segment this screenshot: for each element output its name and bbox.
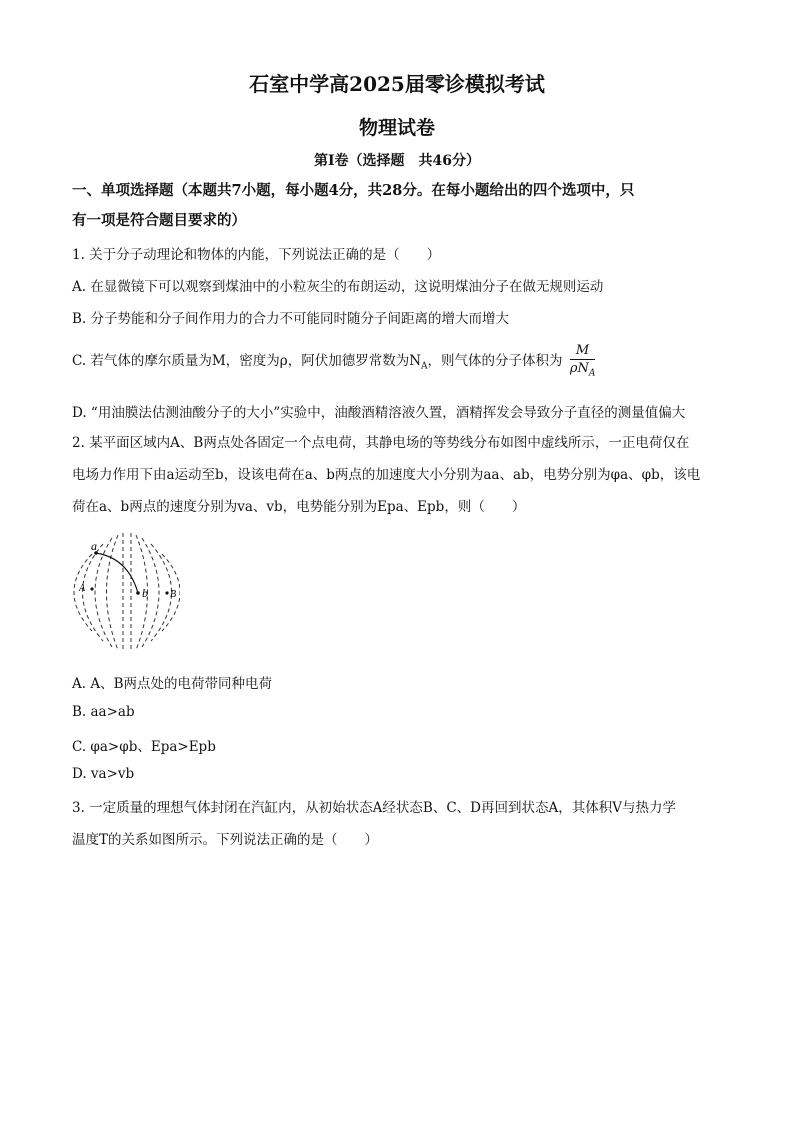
q1-option-c (72, 343, 595, 379)
q1-option-c-sub: A (421, 362, 428, 373)
label-B: B (170, 589, 177, 600)
q1-option-d: D. “用油膜法估测油酸分子的大小”实验中，油酸酒精溶液久置，酒精挥发会导致分子直径的测量值偏大 (72, 405, 686, 421)
fraction-numerator: M (570, 343, 596, 360)
section-heading-line2: 有一项是符合题目要求的） (72, 212, 246, 229)
label-A: A (79, 583, 86, 594)
q2-option-a: A. A、B两点处的电荷带同种电荷 (72, 676, 273, 692)
label-a: a (91, 539, 97, 553)
q2-option-d: D. va>vb (72, 766, 135, 782)
charge-B-dot (165, 591, 168, 594)
q3-stem-line2: 温度T的关系如图所示。下列说法正确的是（ ） (72, 832, 379, 848)
q3-stem-line1: 3. 一定质量的理想气体封闭在汽缸内，从初始状态A经状态B、C、D再回到状态A，其体积V与热力学 (72, 800, 676, 816)
point-b-dot (136, 591, 140, 595)
exam-title: 石室中学高2025届零诊模拟考试 (249, 72, 545, 96)
exam-subtitle: 物理试卷 (358, 117, 435, 139)
part-heading: 第I卷（选择题 共46分） (313, 153, 481, 169)
equipotential-line-left-1 (107, 535, 119, 650)
q2-option-b: B. aa>ab (72, 704, 135, 720)
q1-option-b: B. 分子势能和分子间作用力的合力不可能同时随分子间距离的增大而增大 (72, 311, 510, 327)
fraction-denominator (570, 360, 596, 379)
q1-option-c-prefix: C. 若气体的摩尔质量为M，密度为ρ，阿伏加德罗常数为N (72, 353, 422, 370)
q1-volume-fraction (570, 343, 596, 379)
q2-stem-line3: 荷在a、b两点的速度分别为va、vb，电势能分别为Epa、Epb，则（ ） (72, 499, 526, 515)
q2-stem-line2: 电场力作用下由a运动至b，设该电荷在a、b两点的加速度大小分别为aa、ab，电势分别为φa、φb，该电 (72, 467, 701, 483)
equipotential-line-left-3 (83, 544, 104, 641)
fraction-denominator-text: ρN (569, 361, 589, 376)
q1-option-a: A. 在显微镜下可以观察到煤油中的小粒灰尘的布朗运动，这说明煤油分子在做无规则运动 (72, 279, 604, 295)
fraction-denominator-sub: A (588, 368, 596, 379)
section-heading-line1: 一、单项选择题（本题共7小题，每小题4分，共28分。在每小题给出的四个选项中，只 (72, 182, 635, 199)
label-b: b (142, 586, 148, 600)
q2-stem-line1: 2. 某平面区域内A、B两点处各固定一个点电荷，其静电场的等势线分布如图中虚线所示，一正电荷仅在 (72, 435, 690, 451)
q2-option-c: C. φa>φb、Epa>Epb (72, 739, 216, 755)
equipotential-lines (74, 533, 180, 652)
charge-A-dot (90, 587, 93, 590)
trajectory-curve (96, 553, 138, 593)
q1-option-c-suffix: ，则气体的分子体积为 (427, 353, 563, 370)
section-heading (72, 176, 722, 236)
q1-stem: 1. 关于分子动理论和物体的内能，下列说法正确的是（ ） (72, 247, 441, 263)
equipotential-figure (70, 530, 180, 655)
